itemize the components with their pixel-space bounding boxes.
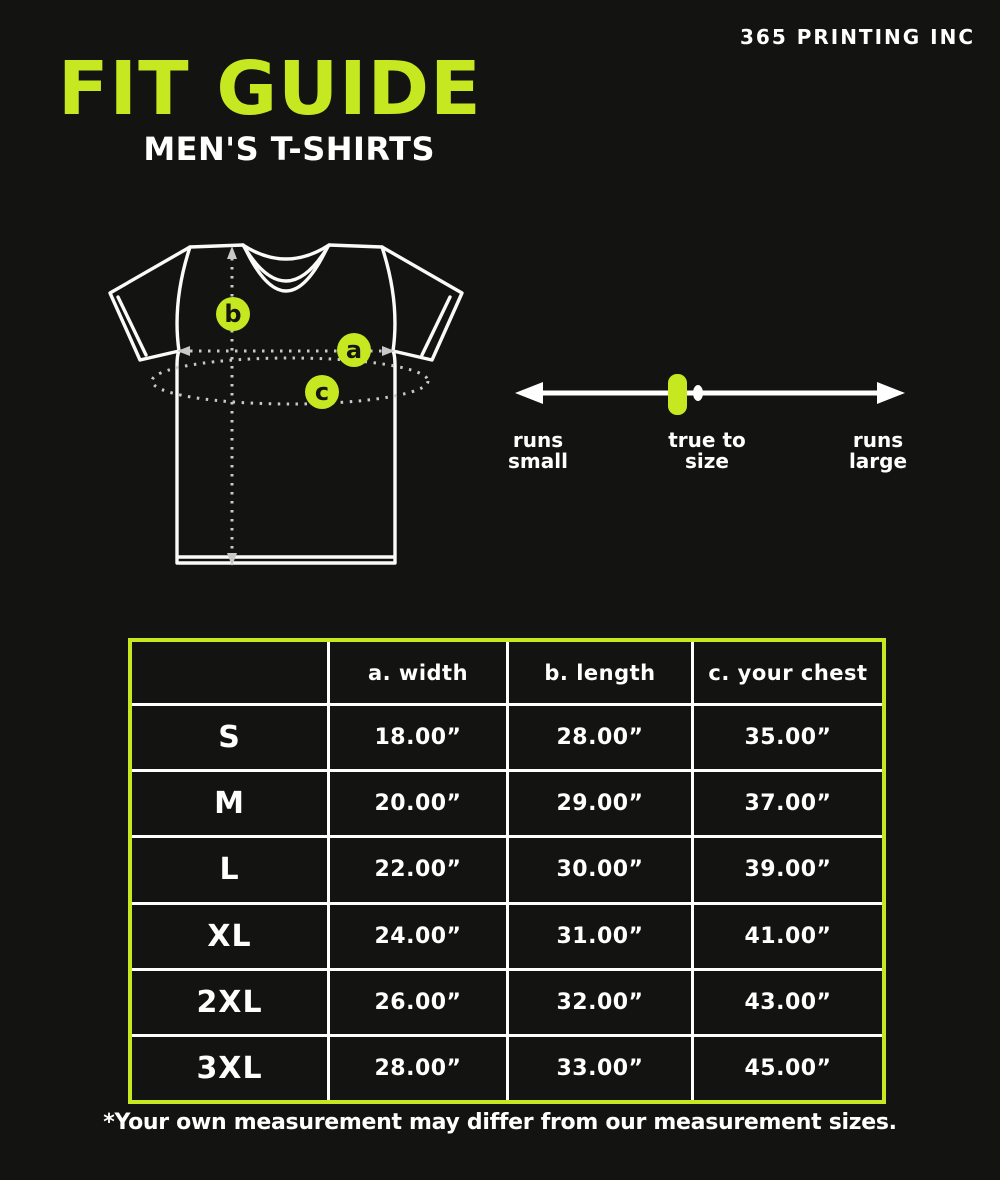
value-cell: 37.00”	[694, 772, 882, 835]
value-cell: 39.00”	[694, 838, 882, 901]
fit-scale-dot	[693, 385, 703, 401]
measurement-disclaimer: *Your own measurement may differ from our measurement sizes.	[103, 1110, 897, 1135]
tshirt-outline	[110, 245, 462, 563]
size-cell: S	[132, 706, 327, 769]
value-cell: 32.00”	[509, 971, 691, 1034]
column-header-length: b. length	[509, 642, 691, 703]
fit-scale-indicator	[668, 374, 687, 415]
value-cell: 29.00”	[509, 772, 691, 835]
value-cell: 33.00”	[509, 1037, 691, 1100]
left-cuff-line	[118, 297, 146, 355]
fit-scale-label-true-to-size: true to size	[668, 428, 746, 473]
left-sleeve-seam	[177, 247, 190, 351]
value-cell: 35.00”	[694, 706, 882, 769]
brand-text: 365 PRINTING INC	[739, 25, 975, 49]
size-cell: M	[132, 772, 327, 835]
right-sleeve-seam	[382, 247, 395, 351]
value-cell: 31.00”	[509, 905, 691, 968]
value-cell: 41.00”	[694, 905, 882, 968]
size-chart-table	[128, 638, 886, 1104]
size-cell: 3XL	[132, 1037, 327, 1100]
column-header-width: a. width	[330, 642, 506, 703]
tshirt-measurement-diagram	[102, 242, 466, 572]
length-arrow-top	[227, 246, 237, 259]
column-header-chest: c. your chest	[694, 642, 882, 703]
size-cell: XL	[132, 905, 327, 968]
collar-back-line	[243, 245, 329, 259]
fit-scale-arrow-right	[877, 382, 905, 404]
value-cell: 18.00”	[330, 706, 506, 769]
fit-scale-label-runs-large: runs large	[848, 428, 908, 473]
marker-b-label: b	[224, 300, 242, 328]
marker-a-label: a	[345, 336, 363, 364]
value-cell: 28.00”	[509, 706, 691, 769]
value-cell: 43.00”	[694, 971, 882, 1034]
size-cell: L	[132, 838, 327, 901]
value-cell: 45.00”	[694, 1037, 882, 1100]
fit-scale-label-runs-small: runs small	[508, 428, 568, 473]
value-cell: 26.00”	[330, 971, 506, 1034]
page-subtitle: MEN'S T-SHIRTS	[143, 130, 435, 168]
fit-scale-arrow-left	[515, 382, 543, 404]
size-cell: 2XL	[132, 971, 327, 1034]
fit-scale-track	[537, 391, 883, 396]
marker-b	[216, 297, 250, 331]
table-corner-cell	[132, 642, 327, 703]
value-cell: 24.00”	[330, 905, 506, 968]
marker-a	[337, 333, 371, 367]
fit-scale	[505, 366, 915, 424]
value-cell: 30.00”	[509, 838, 691, 901]
marker-c-label: c	[314, 378, 330, 406]
page-title: FIT GUIDE	[58, 46, 482, 132]
chest-measure-ellipse	[152, 358, 428, 404]
value-cell: 22.00”	[330, 838, 506, 901]
marker-c	[305, 375, 339, 409]
value-cell: 20.00”	[330, 772, 506, 835]
value-cell: 28.00”	[330, 1037, 506, 1100]
